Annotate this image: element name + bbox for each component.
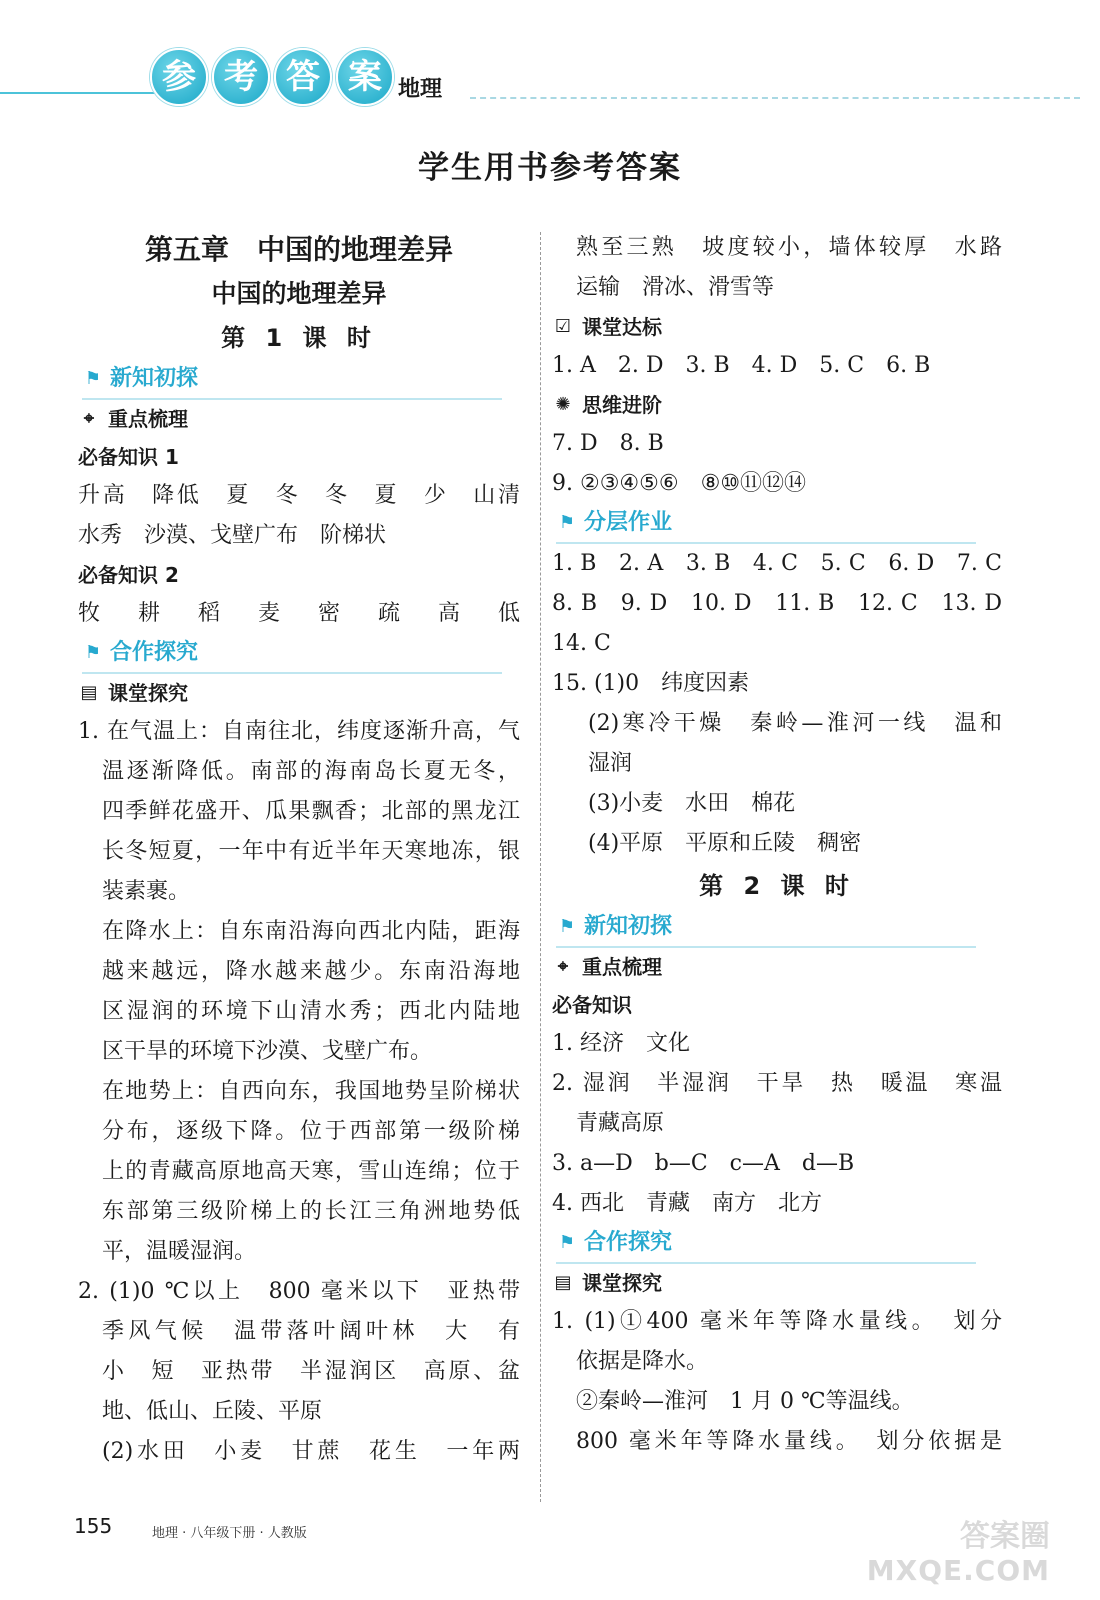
subsection-label: 课堂探究 (108, 681, 188, 705)
subsection-header (78, 674, 520, 712)
subsection-header (552, 308, 1002, 346)
answer-line: 8. B 9. D 10. D 11. B 12. C 13. D (552, 591, 1002, 616)
section-header-xinzhi (556, 908, 976, 948)
subject-label: 地理 (398, 77, 443, 102)
flag-icon: ⚑ (84, 642, 102, 663)
answer-line: 地、低山、丘陵、平原 (102, 1399, 323, 1424)
answer-line: 牧 耕 稻 麦 密 疏 高 低 (78, 601, 520, 626)
answer-line: 熟至三熟 坡度较小，墙体较厚 水路 (576, 235, 1002, 260)
subsection-label: 重点梳理 (582, 955, 662, 979)
subsection-header (552, 1264, 1002, 1302)
page-number: 155 (74, 1514, 113, 1538)
knowledge-label: 必备知识 2 (78, 563, 179, 587)
book-icon: ▤ (80, 682, 98, 703)
answer-line: 1. A 2. D 3. B 4. D 5. C 6. B (552, 353, 931, 378)
lesson-title: 第 2 课 时 (699, 872, 855, 900)
watermark-text: 答案圈 (960, 1519, 1050, 1554)
answer-line: 越来越远，降水越来越少。东南沿海地 (102, 959, 520, 984)
subsection-label: 课堂达标 (582, 315, 662, 339)
answer-line: 东部第三级阶梯上的长江三角洲地势低 (102, 1199, 520, 1224)
answer-line: 9. ②③④⑤⑥ ⑧⑩⑪⑫⑭ (552, 471, 807, 496)
answer-line: 1. (1)①400 毫米年等降水量线。 划分 (552, 1309, 1002, 1334)
section-title: 中国的地理差异 (211, 279, 387, 308)
header-rule-dashed (470, 97, 1080, 99)
answer-line: ②秦岭—淮河 1 月 0 ℃等温线。 (576, 1389, 914, 1414)
section-label: 新知初探 (584, 914, 673, 939)
answer-line: 青藏高原 (576, 1111, 665, 1136)
answer-line: 水秀 沙漠、戈壁广布 阶梯状 (78, 523, 387, 548)
flag-icon: ⚑ (558, 916, 576, 937)
answer-line: 装素裹。 (102, 879, 191, 904)
header-badge: 案 (336, 48, 394, 106)
answer-line: 3. a—D b—C c—A d—B (552, 1151, 855, 1176)
flag-icon: ⚑ (558, 512, 576, 533)
answer-line: 上的青藏高原地高天寒，雪山连绵；位于 (102, 1159, 520, 1184)
subsection-header (552, 386, 1002, 424)
section-header-hezuo (556, 1224, 976, 1264)
chapter-title: 第五章 中国的地理差异 (144, 233, 453, 266)
section-header-xinzhi (82, 360, 502, 400)
answer-line: 2. 湿润 半湿润 干旱 热 暖温 寒温 (552, 1071, 1002, 1096)
section-label: 分层作业 (584, 510, 673, 535)
pin-icon: ⌖ (83, 408, 95, 429)
answer-line: (2)寒冷干燥 秦岭—淮河一线 温和 (588, 711, 1002, 736)
section-header-hezuo (82, 634, 502, 674)
left-column (78, 228, 520, 1472)
answer-line: 升高 降低 夏 冬 冬 夏 少 山清 (78, 483, 520, 508)
answer-line: 15. (1)0 纬度因素 (552, 671, 750, 696)
answer-line: 依据是降水。 (576, 1349, 709, 1374)
section-label: 合作探究 (110, 640, 199, 665)
book-info: 地理 · 八年级下册 · 人教版 (152, 1526, 307, 1541)
subsection-label: 思维进阶 (582, 393, 662, 417)
knowledge-label: 必备知识 (552, 993, 632, 1017)
watermark (867, 1520, 1050, 1588)
flag-icon: ⚑ (84, 368, 102, 389)
answer-line: 分布，逐级下降。位于西部第一级阶梯 (102, 1119, 520, 1144)
subsection-label: 重点梳理 (108, 407, 188, 431)
answer-line: 区湿润的环境下山清水秀；西北内陆地 (102, 999, 520, 1024)
lesson-title: 第 1 课 时 (221, 324, 377, 352)
answer-line: 1. 在气温上：自南往北，纬度逐渐升高，气 (78, 719, 520, 744)
header-badge: 考 (212, 48, 270, 106)
subsection-header (552, 948, 1002, 986)
answer-line: 长冬短夏，一年中有近半年天寒地冻，银 (102, 839, 520, 864)
answer-line: 小 短 亚热带 半湿润区 高原、盆 (102, 1359, 520, 1384)
section-label: 新知初探 (110, 366, 199, 391)
answer-line: 四季鲜花盛开、瓜果飘香；北部的黑龙江 (102, 799, 520, 824)
answer-line: (2)水田 小麦 甘蔗 花生 一年两 (102, 1439, 520, 1464)
answer-line: 1. 经济 文化 (552, 1031, 690, 1056)
header-badge: 答 (274, 48, 332, 106)
section-label: 合作探究 (584, 1230, 673, 1255)
answer-line: 平，温暖湿润。 (102, 1239, 257, 1264)
answer-line: (3)小麦 水田 棉花 (588, 791, 796, 816)
knowledge-label: 必备知识 1 (78, 445, 179, 469)
answer-line: 在地势上：自西向东，我国地势呈阶梯状 (102, 1079, 520, 1104)
watermark-url: MXQE.COM (866, 1554, 1050, 1587)
section-header-fenceng (556, 504, 976, 544)
lightbulb-icon: ✺ (555, 394, 571, 415)
flag-icon: ⚑ (558, 1232, 576, 1253)
answer-line: 运输 滑冰、滑雪等 (576, 275, 775, 300)
right-column (552, 228, 1002, 1462)
subsection-label: 课堂探究 (582, 1271, 662, 1295)
answer-line: 2. (1)0 ℃以上 800 毫米以下 亚热带 (78, 1279, 520, 1304)
answer-line: 温逐渐降低。南部的海南岛长夏无冬， (102, 759, 520, 784)
header-badges (150, 48, 394, 106)
pin-icon: ⌖ (557, 956, 569, 977)
answer-line: 在降水上：自东南沿海向西北内陆，距海 (102, 919, 520, 944)
answer-line: 区干旱的环境下沙漠、戈壁广布。 (102, 1039, 433, 1064)
header-badge: 参 (150, 48, 208, 106)
page-title: 学生用书参考答案 (418, 150, 682, 186)
answer-line: 1. B 2. A 3. B 4. C 5. C 6. D 7. C (552, 551, 1002, 576)
answer-line: 湿润 (588, 751, 633, 776)
answer-line: 14. C (552, 631, 611, 656)
answer-line: 4. 西北 青藏 南方 北方 (552, 1191, 822, 1216)
subsection-header (78, 400, 520, 438)
answer-line: 800 毫米年等降水量线。 划分依据是 (576, 1429, 1002, 1454)
checklist-icon: ☑ (554, 316, 572, 337)
book-icon: ▤ (554, 1272, 572, 1293)
answer-line: (4)平原 平原和丘陵 稠密 (588, 831, 862, 856)
answer-line: 季风气候 温带落叶阔叶林 大 有 (102, 1319, 520, 1344)
answer-line: 7. D 8. B (552, 431, 664, 456)
header-rule-left (0, 92, 160, 94)
column-divider (540, 232, 541, 1502)
